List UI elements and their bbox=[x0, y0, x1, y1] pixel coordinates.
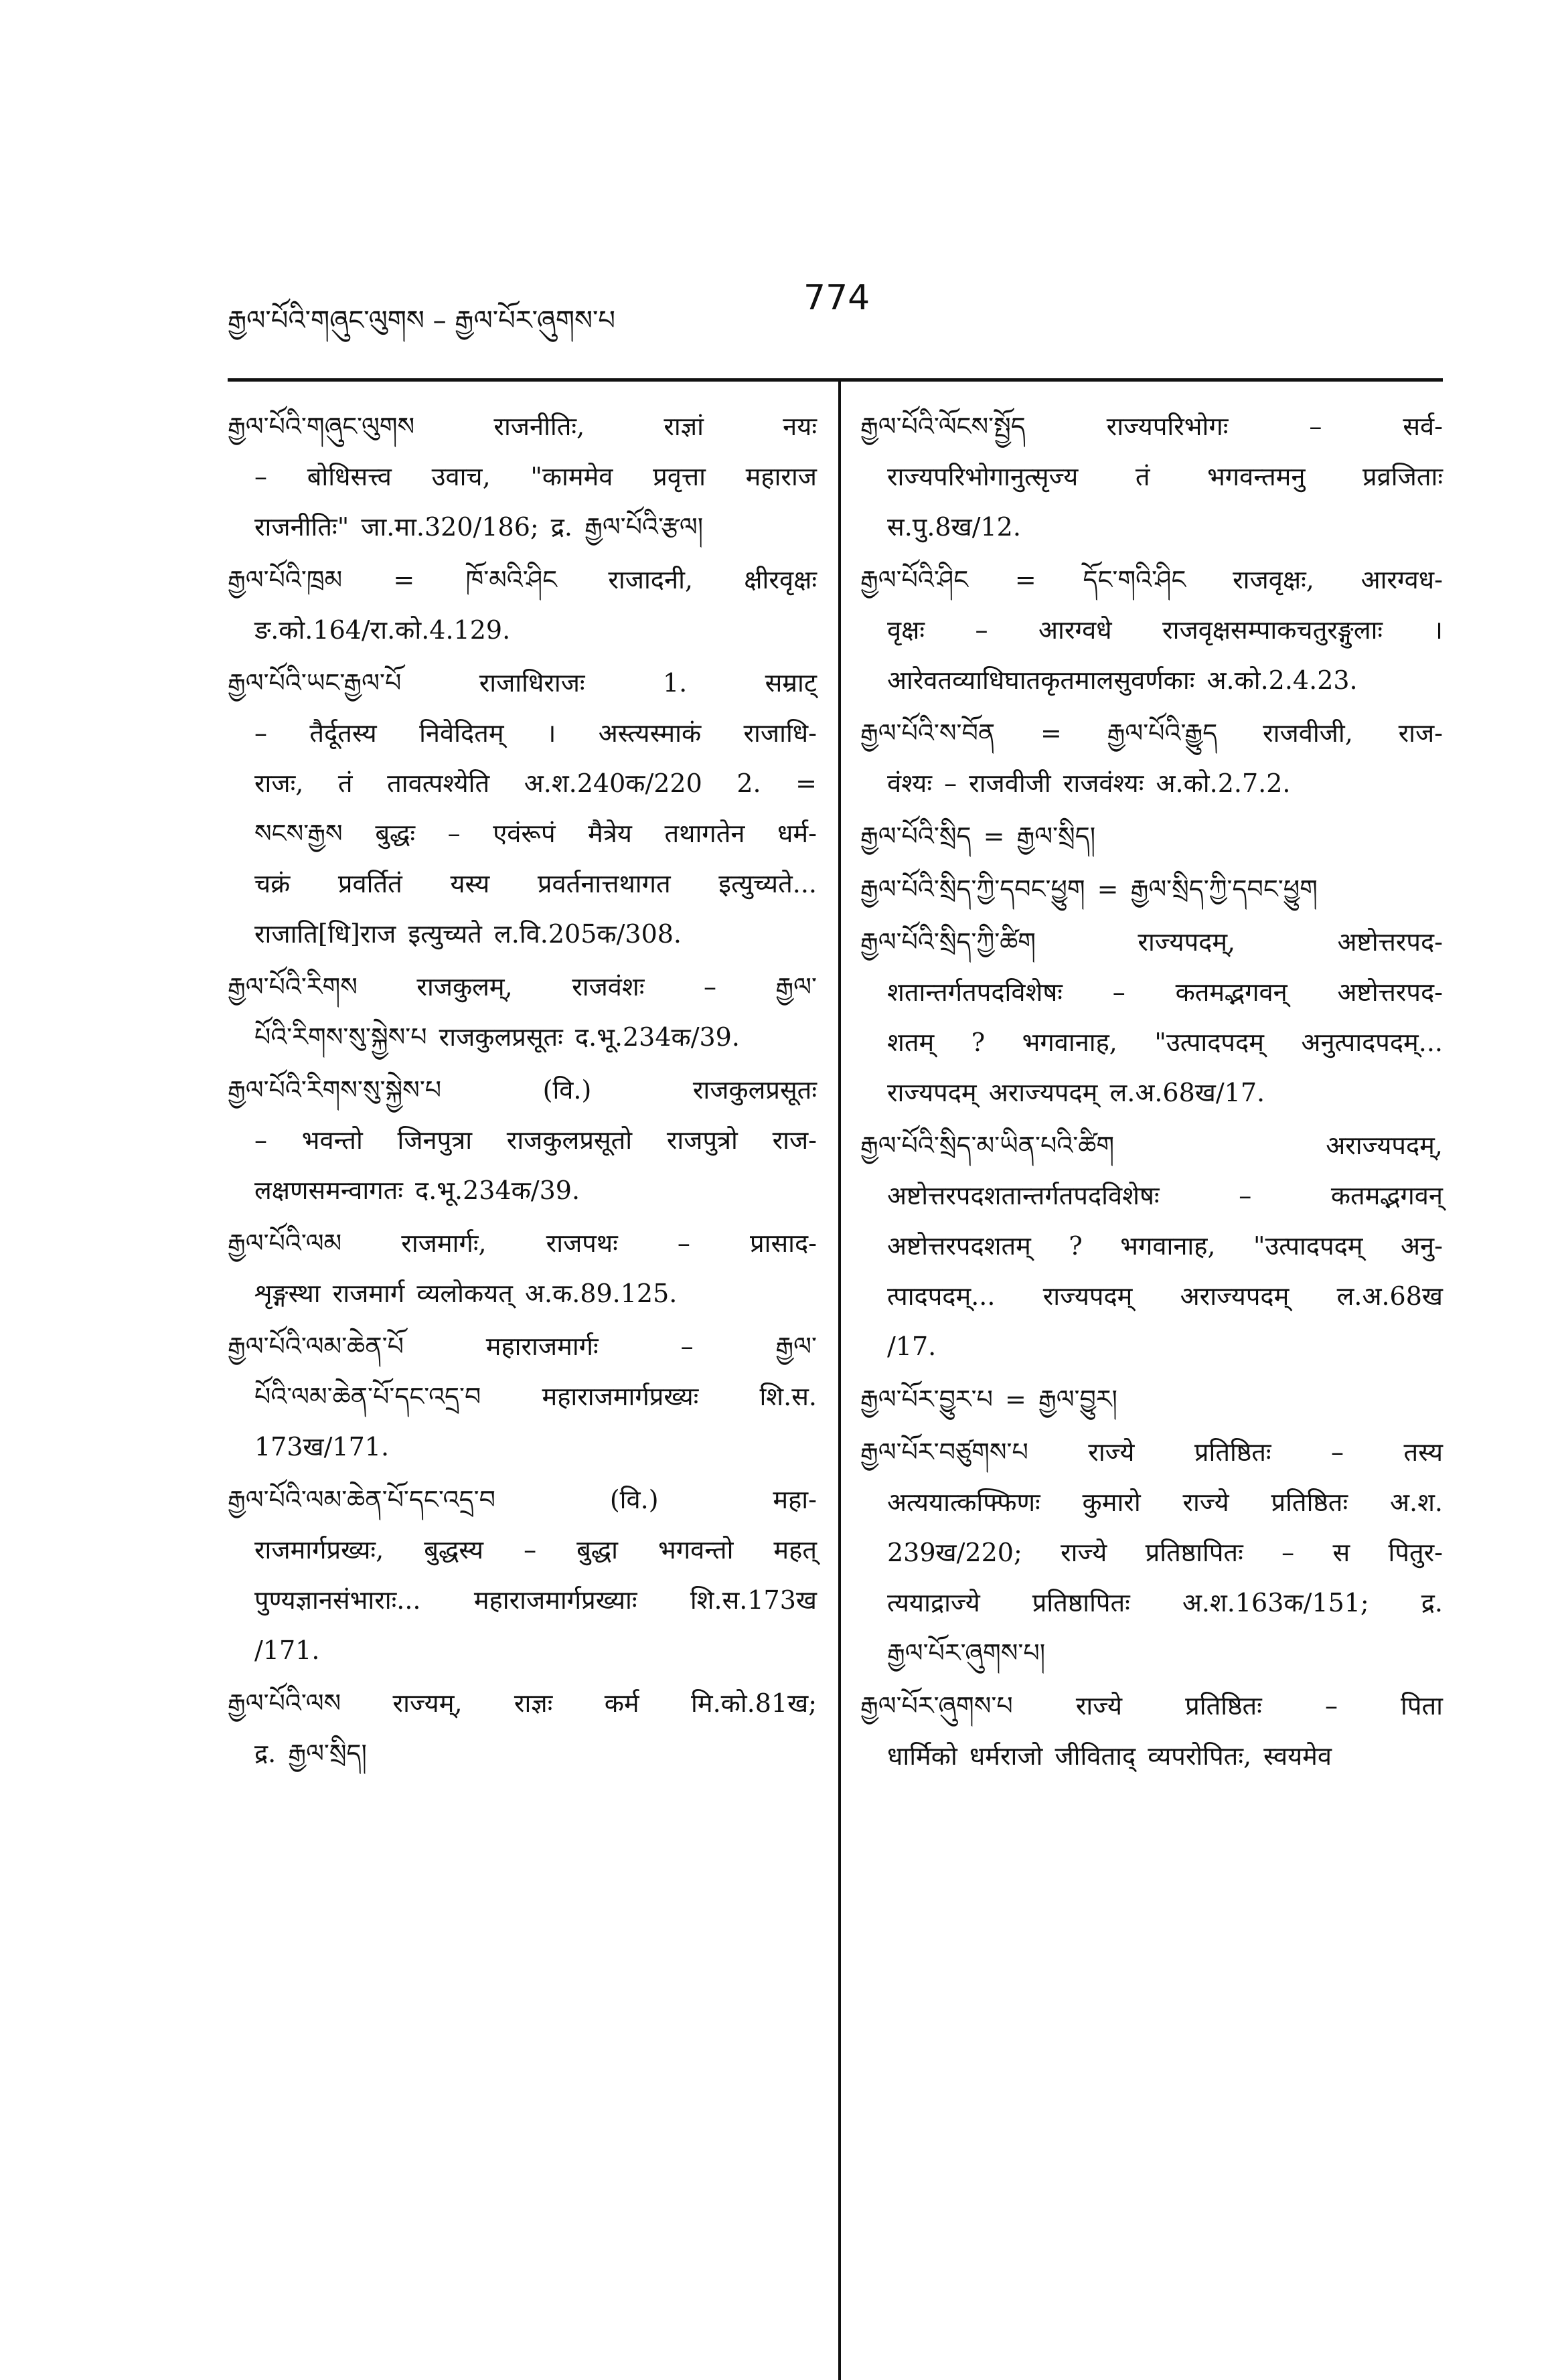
entry-line: /171. bbox=[254, 1636, 320, 1665]
entry-line: आरेवतव्याधिघातकृतमालसुवर्णकाः अ.को.2.4.23. bbox=[887, 665, 1358, 695]
dictionary-entry bbox=[860, 708, 1443, 809]
entry-headline: རྒྱལ་པོའི་ས་བོན = རྒྱལ་པོའི་རྒྱུད राजवीजी, राज- bbox=[860, 718, 1443, 748]
entry-headline: རྒྱལ་པོའི་གཞུང་ལུགས राजनीतिः, राज्ञां नयः bbox=[228, 412, 817, 441]
right-column bbox=[860, 402, 1443, 1784]
entry-line: राजाति[धि]राज इत्युच्यते ल.वि.205क/308. bbox=[254, 919, 682, 949]
entry-line: राज्यपदम् अराज्यपदम् ल.अ.68ख/17. bbox=[887, 1078, 1265, 1107]
dictionary-entry bbox=[860, 555, 1443, 706]
dictionary-entry bbox=[860, 1121, 1443, 1372]
entry-line: – तैर्दूतस्य निवेदितम् । अस्त्यस्माकं राजाधि- bbox=[254, 718, 817, 748]
entry-headline: རྒྱལ་པོའི་རིགས राजकुलम्, राजवंशः – རྒྱལ་ bbox=[228, 972, 817, 1002]
entry-line: /17. bbox=[887, 1332, 937, 1361]
dictionary-entry bbox=[228, 1218, 817, 1319]
header-rule bbox=[228, 378, 1443, 382]
entry-headline: རྒྱལ་པོའི་སྲིད་མ་ཡིན་པའི་ཚིག अराज्यपदम्, bbox=[860, 1131, 1443, 1160]
entry-headline: རྒྱལ་པོའི་སྲིད་ཀྱི་དབང་ཕྱུག = རྒྱལ་སྲིད་ཀྱི་དབང་ཕྱུག bbox=[860, 874, 1318, 904]
dictionary-entry bbox=[860, 811, 1443, 862]
dictionary-entry bbox=[860, 1427, 1443, 1678]
dictionary-entry bbox=[228, 1678, 817, 1779]
entry-line: 173ख/171. bbox=[254, 1432, 390, 1461]
entry-line: अष्टोत्तरपदशतम् ? भगवानाह, "उत्पादपदम् अनु- bbox=[887, 1231, 1443, 1261]
entry-headline: རྒྱལ་པོར་ཞུགས་པ राज्ये प्रतिष्ठितः – पिता bbox=[860, 1691, 1443, 1721]
entry-line: द्र. རྒྱལ་སྲིད། bbox=[254, 1739, 367, 1768]
dictionary-entry bbox=[860, 917, 1443, 1118]
running-head-entries: རྒྱལ་པོའི་གཞུང་ལུགས – རྒྱལ་པོར་ཞུགས་པ bbox=[228, 305, 616, 336]
entry-headline: རྒྱལ་པོའི་རིགས་སུ་སྐྱེས་པ (वि.) राजकुलप्रसूतः bbox=[228, 1075, 817, 1105]
dictionary-entry bbox=[228, 402, 817, 552]
dictionary-entry bbox=[228, 1322, 817, 1472]
dictionary-entry bbox=[228, 555, 817, 655]
entry-line: त्ययाद्राज्ये प्रतिष्ठापितः अ.श.163क/151; द्र. bbox=[887, 1588, 1443, 1617]
entry-line: སངས་རྒྱས बुद्धः – एवंरूपं मैत्रेय तथागतेन धर्म- bbox=[254, 819, 817, 848]
entry-line: पुण्यज्ञानसंभाराः... महाराजमार्गप्रख्याः शि.स.173ख bbox=[254, 1585, 817, 1615]
entry-headline: རྒྱལ་པོའི་ལམ་ཆེན་པོ महाराजमार्गः – རྒྱལ་ bbox=[228, 1332, 817, 1361]
entry-line: शतम् ? भगवानाह, "उत्पादपदम् अनुत्पादपदम्... bbox=[887, 1028, 1443, 1057]
entry-line: अत्ययात्कफ्फिणः कुमारो राज्ये प्रतिष्ठितः अ.श. bbox=[887, 1488, 1443, 1517]
entry-line: རྒྱལ་པོར་ཞུགས་པ། bbox=[887, 1638, 1046, 1668]
entry-headline: རྒྱལ་པོའི་ལས राज्यम्, राज्ञः कर्म मि.को.81ख; bbox=[228, 1688, 817, 1718]
entry-line: – भवन्तो जिनपुत्रा राजकुलप्रसूतो राजपुत्रो राज- bbox=[254, 1125, 817, 1155]
dictionary-entry bbox=[228, 1475, 817, 1676]
page-number: 774 bbox=[803, 278, 870, 318]
entry-line: वृक्षः – आरग्वधे राजवृक्षसम्पाकचतुरङ्गुलाः । bbox=[887, 615, 1443, 645]
dictionary-entry bbox=[860, 864, 1443, 915]
entry-line: अष्टोत्तरपदशतान्तर्गतपदविशेषः – कतमद्भगवन् bbox=[887, 1181, 1443, 1210]
dictionary-entry bbox=[228, 1065, 817, 1216]
running-head bbox=[228, 278, 1393, 338]
dictionary-entry bbox=[228, 962, 817, 1062]
entry-line: चक्रं प्रवर्तितं यस्य प्रवर्तनात्तथागत इत्युच्यते... bbox=[254, 869, 817, 898]
entry-line: པོའི་ལམ་ཆེན་པོ་དང་འདྲ་བ महाराजमार्गप्रख्यः शि.स. bbox=[254, 1382, 817, 1411]
entry-headline: རྒྱལ་པོའི་ཁྲམ = ཁོ་མའི་ཤིང राजादनी, क्षीरवृक्षः bbox=[228, 565, 817, 594]
entry-line: – बोधिसत्त्व उवाच, "काममेव प्रवृत्ता महाराज bbox=[254, 462, 817, 491]
entry-line: राज्यपरिभोगानुत्सृज्य तं भगवन्तमनु प्रव्रजिताः bbox=[887, 462, 1443, 491]
entry-headline: རྒྱལ་པོའི་ལོངས་སྤྱོད राज्यपरिभोगः – सर्व- bbox=[860, 412, 1443, 441]
entry-headline: རྒྱལ་པོའི་ལམ राजमार्गः, राजपथः – प्रासाद- bbox=[228, 1228, 817, 1258]
dictionary-entry bbox=[228, 658, 817, 959]
entry-line: स.पु.8ख/12. bbox=[887, 512, 1021, 542]
entry-line: लक्षणसमन्वागतः द.भू.234क/39. bbox=[254, 1176, 580, 1205]
left-column bbox=[228, 402, 817, 1781]
entry-line: त्पादपदम्... राज्यपदम् अराज्यपदम् ल.अ.68ख bbox=[887, 1281, 1443, 1311]
entry-line: वंश्यः – राजवीजी राजवंश्यः अ.को.2.7.2. bbox=[887, 769, 1291, 798]
entry-headline: རྒྱལ་པོར་བཙུགས་པ राज्ये प्रतिष्ठितः – तस्य bbox=[860, 1437, 1443, 1467]
column-divider bbox=[838, 378, 841, 2380]
entry-headline: རྒྱལ་པོའི་ཤིང = དོང་གའི་ཤིང राजवृक्षः, आरग्वध- bbox=[860, 565, 1443, 594]
dictionary-entry bbox=[860, 402, 1443, 552]
entry-line: राजः, तं तावत्पश्येति अ.श.240क/220 2. = bbox=[254, 769, 817, 798]
entry-line: राजनीतिः" जा.मा.320/186; द्र. རྒྱལ་པོའི་རྩལ། bbox=[254, 512, 704, 542]
entry-headline: རྒྱལ་པོའི་སྲིད་ཀྱི་ཚིག राज्यपदम्, अष्टोत्तरपद- bbox=[860, 927, 1443, 957]
entry-headline: རྒྱལ་པོར་བྱུར་པ = རྒྱལ་བྱུར། bbox=[860, 1384, 1117, 1414]
entry-line: शतान्तर्गतपदविशेषः – कतमद्भगवन् अष्टोत्तरपद- bbox=[887, 977, 1443, 1007]
dictionary-entry bbox=[860, 1374, 1443, 1425]
dictionary-entry bbox=[860, 1681, 1443, 1781]
entry-line: པོའི་རིགས་སུ་སྐྱེས་པ राजकुलप्रसूतः द.भू.234क/39. bbox=[254, 1022, 740, 1052]
entry-headline: རྒྱལ་པོའི་ཡང་རྒྱལ་པོ राजाधिराजः 1. सम्राट् bbox=[228, 668, 817, 698]
entry-line: 239ख/220; राज्ये प्रतिष्ठापितः – स पितुर- bbox=[887, 1538, 1443, 1567]
entry-headline: རྒྱལ་པོའི་ལམ་ཆེན་པོ་དང་འདྲ་བ (वि.) महा- bbox=[228, 1485, 817, 1514]
entry-headline: རྒྱལ་པོའི་སྲིད = རྒྱལ་སྲིད། bbox=[860, 821, 1096, 851]
entry-line: राजमार्गप्रख्यः, बुद्धस्य – बुद्धा भगवन्तो महत् bbox=[254, 1535, 817, 1565]
entry-line: ङ.को.164/रा.को.4.129. bbox=[254, 615, 511, 645]
entry-line: शृङ्गस्था राजमार्ग व्यलोकयत् अ.क.89.125. bbox=[254, 1279, 678, 1308]
entry-line: धार्मिको धर्मराजो जीविताद् व्यपरोपितः, स्वयमेव bbox=[887, 1741, 1332, 1771]
